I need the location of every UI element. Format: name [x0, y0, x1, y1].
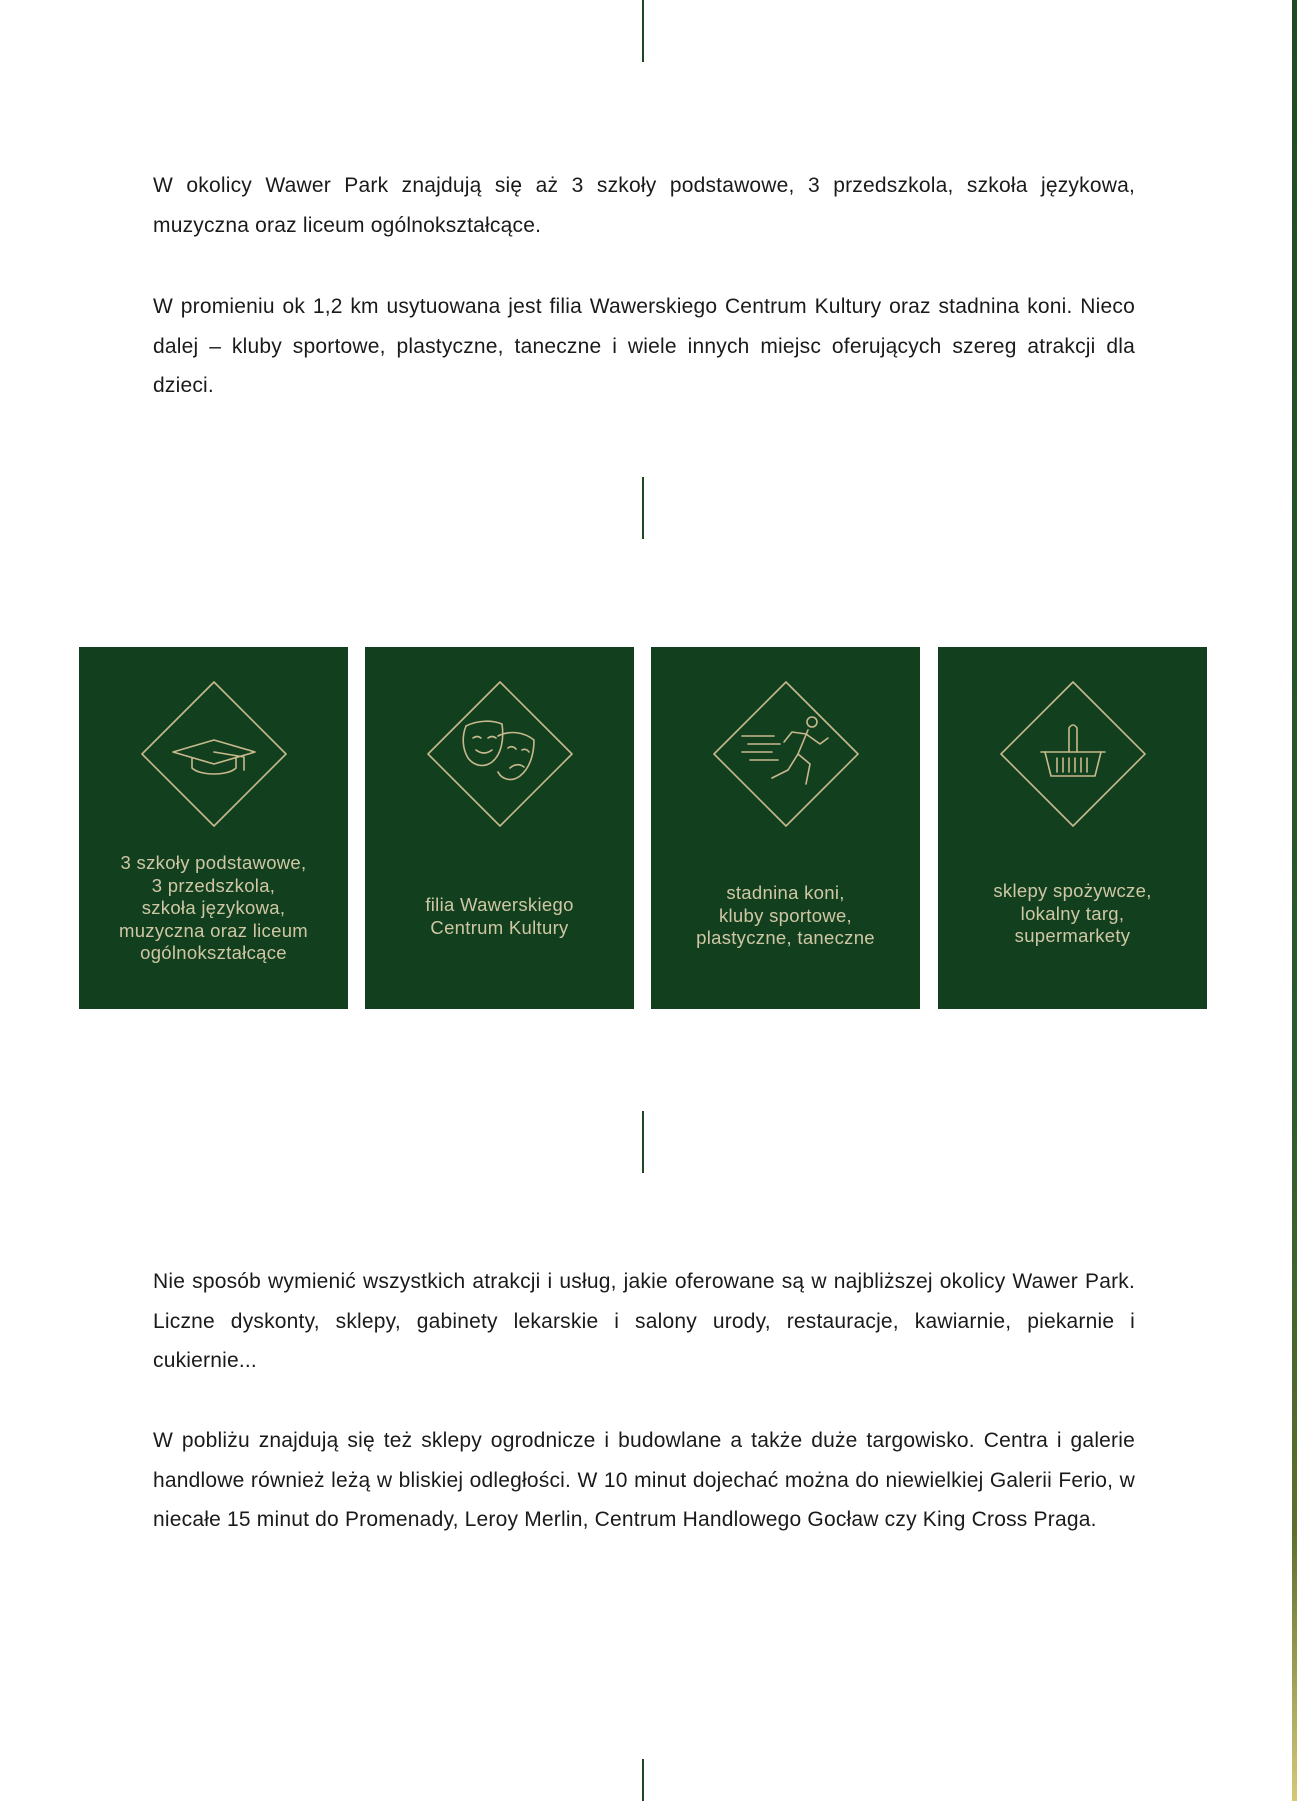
- outro-paragraph-shopping: W pobliżu znajdują się też sklepy ogrodnicze i budowlane a także duże targowisko. Centra i galerie handlowe również leżą w bliskiej odległości. W 10 minut dojechać można do niewielkiej Galerii Ferio, w niecałe 15 minut do Promenady, Leroy Merlin, Centrum Handlowego Gocław czy King Cross Praga.: [153, 1429, 1135, 1531]
- card-label: [375, 894, 624, 939]
- page-edge-strip: [1292, 0, 1297, 1801]
- card-label-line: Centrum Kultury: [430, 916, 569, 938]
- card-label-line: 3 przedszkola,: [151, 874, 276, 896]
- card-shopping: [938, 647, 1207, 1009]
- card-culture: [365, 647, 634, 1009]
- card-label-line: 3 szkoły podstawowe,: [120, 852, 307, 873]
- running-person-icon: [712, 680, 860, 828]
- card-label-line: supermarkety: [1014, 925, 1131, 946]
- card-label-line: plastyczne, taneczne: [696, 927, 875, 948]
- card-label-line: szkoła językowa,: [141, 897, 286, 918]
- card-label: [661, 882, 910, 950]
- graduation-cap-icon: [140, 680, 288, 828]
- divider-line-bottom: [642, 1759, 644, 1801]
- card-schools: [79, 647, 348, 1009]
- card-label-line: muzyczna oraz liceum: [118, 919, 308, 941]
- amenity-cards: [79, 647, 1207, 1009]
- divider-line-top: [642, 0, 644, 62]
- theatre-masks-icon: [426, 680, 574, 828]
- shopping-basket-icon: [999, 680, 1147, 828]
- card-label-line: kluby sportowe,: [718, 904, 853, 926]
- card-label-line: lokalny targ,: [1020, 902, 1125, 924]
- card-label-line: ogólnokształcące: [140, 942, 287, 963]
- intro-paragraph-culture: W promieniu ok 1,2 km usytuowana jest filia Wawerskiego Centrum Kultury oraz stadnina koni. Nieco dalej – kluby sportowe, plastyczne, taneczne i wiele innych miejsc oferujących szereg atrakcji dla dzieci.: [153, 295, 1135, 397]
- card-label: [948, 880, 1197, 948]
- divider-line-upper: [642, 477, 644, 539]
- card-label: [89, 852, 338, 965]
- divider-line-lower: [642, 1111, 644, 1173]
- outro-paragraph-services: Nie sposób wymienić wszystkich atrakcji i usług, jakie oferowane są w najbliższej okolicy Wawer Park. Liczne dyskonty, sklepy, gabinety lekarskie i salony urody, restauracje, kawiarnie, piekarnie i cukiernie...: [153, 1270, 1135, 1372]
- card-label-line: stadnina koni,: [726, 882, 845, 903]
- card-label-line: sklepy spożywcze,: [993, 880, 1152, 901]
- intro-paragraph-schools: W okolicy Wawer Park znajdują się aż 3 szkoły podstawowe, 3 przedszkola, szkoła językowa, muzyczna oraz liceum ogólnokształcące.: [153, 174, 1135, 237]
- card-label-line: filia Wawerskiego: [425, 894, 574, 915]
- card-sports: [651, 647, 920, 1009]
